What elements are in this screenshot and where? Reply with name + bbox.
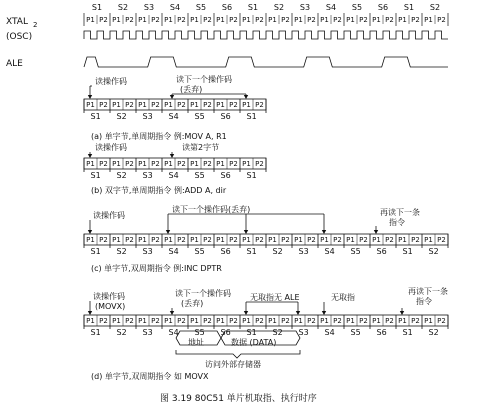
panel-b-strip-state-label: S1 bbox=[90, 171, 101, 180]
panel-d-opcode-arrow-0-head bbox=[88, 311, 92, 315]
panel-b-strip-p1: P1 bbox=[216, 160, 225, 168]
panel-d-strip-p1: P1 bbox=[86, 317, 95, 325]
top-state-label: S6 bbox=[221, 3, 233, 12]
top-phase-p1: P1 bbox=[372, 16, 381, 24]
figure-caption: 图 3.19 80C51 单片机取指、执行时序 bbox=[160, 394, 317, 404]
panel-c-strip-state-label: S4 bbox=[324, 247, 335, 256]
panel-d-strip-p2: P2 bbox=[99, 317, 108, 325]
panel-d-movx: (MOVX) bbox=[95, 302, 126, 311]
panel-d-strip-p2: P2 bbox=[125, 317, 134, 325]
panel-c-strip-p1: P1 bbox=[242, 236, 251, 244]
panel-a-strip-state-label: S6 bbox=[220, 112, 231, 121]
top-state-label: S1 bbox=[91, 3, 103, 12]
panel-c-strip-state-label: S2 bbox=[272, 247, 283, 256]
panel-c-strip-p1: P1 bbox=[112, 236, 121, 244]
top-phase-p2: P2 bbox=[437, 16, 446, 24]
panel-a-strip-p1: P1 bbox=[138, 101, 147, 109]
panel-b-strip-state-label: S1 bbox=[246, 171, 257, 180]
panel-d-strip-p2: P2 bbox=[151, 317, 160, 325]
panel-a-strip-p1: P1 bbox=[242, 101, 251, 109]
top-phase-p2: P2 bbox=[411, 16, 420, 24]
panel-d-next-arrow-0-head bbox=[170, 311, 174, 315]
panel-d-brace bbox=[176, 350, 300, 358]
panel-c bbox=[84, 204, 448, 273]
panel-b-strip-p1: P1 bbox=[190, 160, 199, 168]
panel-d-strip-state-label: S2 bbox=[272, 328, 283, 337]
top-phase-p1: P1 bbox=[190, 16, 199, 24]
panel-c-strip-p2: P2 bbox=[255, 236, 264, 244]
panel-b-strip-p1: P1 bbox=[164, 160, 173, 168]
panel-d-noale-arrow-1-head bbox=[296, 311, 300, 315]
top-state-label: S3 bbox=[143, 3, 155, 12]
panel-d-strip-p1: P1 bbox=[112, 317, 121, 325]
panel-d-strip-state-label: S5 bbox=[350, 328, 361, 337]
panel-d bbox=[84, 286, 448, 381]
panel-a-strip-state-label: S4 bbox=[168, 112, 179, 121]
panel-b-read-byte2: 读第2字节 bbox=[182, 143, 220, 152]
panel-d-strip-p1: P1 bbox=[138, 317, 147, 325]
panel-d-read-next: 读下一个操作码 bbox=[175, 289, 231, 298]
top-phase-p1: P1 bbox=[164, 16, 173, 24]
top-phase-p2: P2 bbox=[229, 16, 238, 24]
panel-c-strip-p1: P1 bbox=[190, 236, 199, 244]
top-state-label: S4 bbox=[325, 3, 337, 12]
panel-d-grid bbox=[84, 301, 448, 358]
panel-c-strip-state-label: S2 bbox=[428, 247, 439, 256]
panel-b-strip-p1: P1 bbox=[86, 160, 95, 168]
panel-d-caption: (d) 单字节,双周期指令 如 MOVX bbox=[91, 372, 209, 381]
top-phase-p1: P1 bbox=[398, 16, 407, 24]
panel-c-strip-state-label: S3 bbox=[298, 247, 309, 256]
top-phase-p2: P2 bbox=[151, 16, 160, 24]
panel-d-no-fetch-ale: 无取指无 ALE bbox=[250, 293, 300, 302]
panel-d-strip-p1: P1 bbox=[242, 317, 251, 325]
panel-c-read-opcode: 读操作码 bbox=[93, 211, 125, 220]
top-timing bbox=[84, 3, 448, 67]
panel-d-data: 数据 (DATA) bbox=[231, 338, 277, 347]
top-phase-p2: P2 bbox=[255, 16, 264, 24]
panel-a-strip-p2: P2 bbox=[151, 101, 160, 109]
panel-a-strip-state-label: S1 bbox=[90, 112, 101, 121]
panel-a-strip-p1: P1 bbox=[164, 101, 173, 109]
panel-c-strip-p1: P1 bbox=[320, 236, 329, 244]
top-state-label: S3 bbox=[299, 3, 311, 12]
panel-d-strip-state-label: S1 bbox=[402, 328, 413, 337]
panel-d-strip-p2: P2 bbox=[437, 317, 446, 325]
panel-d-instruction: 指令 bbox=[416, 297, 432, 306]
panel-c-strip-p2: P2 bbox=[125, 236, 134, 244]
panel-c-strip-p2: P2 bbox=[385, 236, 394, 244]
panel-d-strip-state-label: S5 bbox=[194, 328, 205, 337]
top-phase-p2: P2 bbox=[307, 16, 316, 24]
top-phase-p2: P2 bbox=[99, 16, 108, 24]
panel-d-strip-p2: P2 bbox=[203, 317, 212, 325]
panel-d-noale-arrow-0-head bbox=[244, 311, 248, 315]
osc-clock-wave bbox=[84, 31, 448, 39]
panel-a-strip-state-label: S5 bbox=[194, 112, 205, 121]
panel-c-strip-p2: P2 bbox=[177, 236, 186, 244]
panel-c-strip-p1: P1 bbox=[294, 236, 303, 244]
panel-d-reread-next: 再读下一条 bbox=[408, 287, 448, 296]
panel-d-strip-p2: P2 bbox=[333, 317, 342, 325]
panel-c-strip-p2: P2 bbox=[151, 236, 160, 244]
panel-d-strip-state-label: S1 bbox=[90, 328, 101, 337]
top-phase-p2: P2 bbox=[177, 16, 186, 24]
panel-a-strip-p1: P1 bbox=[86, 101, 95, 109]
panel-d-no-fetch: 无取指 bbox=[331, 293, 355, 302]
panel-c-strip-p2: P2 bbox=[203, 236, 212, 244]
panel-d-strip-p2: P2 bbox=[359, 317, 368, 325]
panel-c-read-next-discard: 读下一个操作码(丢弃) bbox=[172, 205, 251, 214]
panel-b-opcode-arrow-0-head bbox=[88, 154, 92, 158]
panel-a-strip-state-label: S1 bbox=[246, 112, 257, 121]
panel-d-nofetch-arrow-0-head bbox=[322, 311, 326, 315]
panel-b-strip-p1: P1 bbox=[112, 160, 121, 168]
panel-c-strip-p1: P1 bbox=[86, 236, 95, 244]
panel-d-reread-arrow-0-head bbox=[400, 311, 404, 315]
panel-a-strip-p2: P2 bbox=[125, 101, 134, 109]
top-phase-p1: P1 bbox=[268, 16, 277, 24]
panel-c-strip-state-label: S6 bbox=[220, 247, 231, 256]
panel-c-strip-p1: P1 bbox=[164, 236, 173, 244]
panel-b-strip-p2: P2 bbox=[203, 160, 212, 168]
panel-a-strip-p2: P2 bbox=[255, 101, 264, 109]
panel-a-strip-p1: P1 bbox=[216, 101, 225, 109]
panel-b-strip-state-label: S2 bbox=[116, 171, 127, 180]
panel-c-strip-state-label: S6 bbox=[376, 247, 387, 256]
top-phase-p1: P1 bbox=[320, 16, 329, 24]
top-phase-p1: P1 bbox=[138, 16, 147, 24]
panel-d-strip-state-label: S4 bbox=[168, 328, 179, 337]
panel-c-strip-state-label: S5 bbox=[194, 247, 205, 256]
panel-d-strip-p1: P1 bbox=[346, 317, 355, 325]
panel-b-strip-state-label: S6 bbox=[220, 171, 231, 180]
top-phase-p2: P2 bbox=[359, 16, 368, 24]
top-phase-p1: P1 bbox=[242, 16, 251, 24]
panel-c-strip-p2: P2 bbox=[359, 236, 368, 244]
panel-d-strip-state-label: S6 bbox=[220, 328, 231, 337]
panel-a bbox=[84, 74, 266, 141]
panel-d-strip-state-label: S2 bbox=[116, 328, 127, 337]
panel-c-strip-p2: P2 bbox=[281, 236, 290, 244]
panel-a-strip-state-label: S2 bbox=[116, 112, 127, 121]
panel-c-next-arrow-2-head bbox=[322, 230, 326, 234]
panel-c-strip-p2: P2 bbox=[333, 236, 342, 244]
panel-c-strip-p1: P1 bbox=[424, 236, 433, 244]
panel-c-strip-p1: P1 bbox=[346, 236, 355, 244]
top-phase-p2: P2 bbox=[333, 16, 342, 24]
panel-d-strip-p2: P2 bbox=[411, 317, 420, 325]
panel-c-strip-state-label: S1 bbox=[246, 247, 257, 256]
panel-b-strip-state-label: S5 bbox=[194, 171, 205, 180]
top-phase-p1: P1 bbox=[112, 16, 121, 24]
panel-c-next-arrow-0-head bbox=[166, 230, 170, 234]
top-state-label: S5 bbox=[195, 3, 207, 12]
panel-b-strip-state-label: S4 bbox=[168, 171, 179, 180]
panel-c-next-arrow-1-head bbox=[244, 230, 248, 234]
panel-d-address: 地址 bbox=[188, 338, 204, 347]
top-state-label: S5 bbox=[351, 3, 363, 12]
panel-d-strip-state-label: S2 bbox=[428, 328, 439, 337]
panel-d-read-opcode: 读操作码 bbox=[93, 292, 125, 301]
panel-c-strip-p1: P1 bbox=[138, 236, 147, 244]
panel-a-strip-p2: P2 bbox=[203, 101, 212, 109]
panel-c-strip-p1: P1 bbox=[216, 236, 225, 244]
panel-a-read-next: 读下一个操作码 bbox=[176, 75, 232, 84]
panel-d-strip-state-label: S3 bbox=[298, 328, 309, 337]
panel-a-strip-p1: P1 bbox=[112, 101, 121, 109]
panel-d-strip-p1: P1 bbox=[320, 317, 329, 325]
top-phase-p2: P2 bbox=[203, 16, 212, 24]
panel-d-strip-p2: P2 bbox=[281, 317, 290, 325]
panel-d-strip-p1: P1 bbox=[164, 317, 173, 325]
panel-d-strip-p2: P2 bbox=[177, 317, 186, 325]
panel-c-instruction: 指令 bbox=[389, 218, 405, 227]
panel-c-strip-p2: P2 bbox=[99, 236, 108, 244]
panel-b-byte2-arrow-0-head bbox=[170, 154, 174, 158]
top-phase-p1: P1 bbox=[346, 16, 355, 24]
panel-d-access-ext: 访问外部存储器 bbox=[205, 360, 261, 369]
panel-c-strip-p1: P1 bbox=[268, 236, 277, 244]
panel-b-strip-p1: P1 bbox=[138, 160, 147, 168]
panel-b-strip-p2: P2 bbox=[177, 160, 186, 168]
panel-a-strip-p2: P2 bbox=[229, 101, 238, 109]
top-phase-p1: P1 bbox=[424, 16, 433, 24]
panel-b-strip-p2: P2 bbox=[229, 160, 238, 168]
panel-c-strip-p2: P2 bbox=[437, 236, 446, 244]
panel-b-strip-p2: P2 bbox=[255, 160, 264, 168]
panel-c-strip-p2: P2 bbox=[229, 236, 238, 244]
top-state-label: S2 bbox=[429, 3, 441, 12]
panel-c-strip-state-label: S5 bbox=[350, 247, 361, 256]
panel-c-reread-arrow-0-head bbox=[374, 230, 378, 234]
panel-b-strip-p2: P2 bbox=[99, 160, 108, 168]
top-phase-p1: P1 bbox=[294, 16, 303, 24]
top-phase-p2: P2 bbox=[125, 16, 134, 24]
top-state-label: S4 bbox=[169, 3, 181, 12]
panel-c-strip-state-label: S4 bbox=[168, 247, 179, 256]
panel-c-reread-next: 再读下一条 bbox=[380, 208, 420, 217]
top-state-label: S2 bbox=[117, 3, 129, 12]
panel-d-strip-p1: P1 bbox=[216, 317, 225, 325]
panel-d-strip-state-label: S3 bbox=[142, 328, 153, 337]
top-phase-p1: P1 bbox=[86, 16, 95, 24]
panel-d-strip-p2: P2 bbox=[229, 317, 238, 325]
panel-d-strip-state-label: S6 bbox=[376, 328, 387, 337]
panel-d-strip-p1: P1 bbox=[190, 317, 199, 325]
panel-d-strip-p1: P1 bbox=[268, 317, 277, 325]
panel-d-strip-p1: P1 bbox=[294, 317, 303, 325]
panel-a-strip-p2: P2 bbox=[99, 101, 108, 109]
panel-c-strip-p2: P2 bbox=[411, 236, 420, 244]
panel-d-discard: (丢弃) bbox=[181, 299, 204, 308]
panel-c-strip-state-label: S2 bbox=[116, 247, 127, 256]
panel-a-strip-p1: P1 bbox=[190, 101, 199, 109]
panel-b-strip-p2: P2 bbox=[151, 160, 160, 168]
panel-d-strip-state-label: S1 bbox=[246, 328, 257, 337]
panel-a-read-opcode: 读操作码 bbox=[95, 77, 127, 86]
panel-a-opcode-arrow-0-head bbox=[88, 95, 92, 99]
panel-c-strip-state-label: S1 bbox=[402, 247, 413, 256]
ale-wave bbox=[84, 57, 448, 67]
panel-a-strip-p2: P2 bbox=[177, 101, 186, 109]
panel-c-strip-state-label: S3 bbox=[142, 247, 153, 256]
panel-d-strip-state-label: S4 bbox=[324, 328, 335, 337]
panel-b-strip-p2: P2 bbox=[125, 160, 134, 168]
panel-b-read-opcode: 读操作码 bbox=[95, 143, 127, 152]
top-phase-p1: P1 bbox=[216, 16, 225, 24]
panel-b-grid bbox=[84, 152, 266, 180]
osc-label: (OSC) bbox=[6, 32, 33, 42]
panel-d-strip-p1: P1 bbox=[372, 317, 381, 325]
panel-a-discard: (丢弃) bbox=[180, 85, 203, 94]
panel-b-caption: (b) 双字节,单周期指令 例:ADD A, dir bbox=[91, 186, 227, 195]
panel-a-strip-state-label: S3 bbox=[142, 112, 153, 121]
panel-b-strip-state-label: S3 bbox=[142, 171, 153, 180]
panel-d-strip-p1: P1 bbox=[398, 317, 407, 325]
panel-b-strip-p1: P1 bbox=[242, 160, 251, 168]
panel-a-next-arrow-0-head bbox=[170, 95, 174, 99]
panel-b bbox=[84, 142, 266, 195]
top-state-label: S2 bbox=[273, 3, 285, 12]
ale-label: ALE bbox=[6, 59, 23, 69]
panel-a-caption: (a) 单字节,单周期指令 例:MOV A, R1 bbox=[91, 132, 227, 141]
top-state-label: S6 bbox=[377, 3, 389, 12]
panel-d-strip-p2: P2 bbox=[255, 317, 264, 325]
panel-d-strip-p2: P2 bbox=[385, 317, 394, 325]
panel-d-strip-p2: P2 bbox=[307, 317, 316, 325]
panel-c-strip-p1: P1 bbox=[398, 236, 407, 244]
panel-c-opcode-arrow-0-head bbox=[88, 230, 92, 234]
panel-a-next-arrow-1-head bbox=[244, 95, 248, 99]
panel-a-grid bbox=[84, 86, 266, 121]
top-state-label: S1 bbox=[247, 3, 259, 12]
panel-c-strip-p2: P2 bbox=[307, 236, 316, 244]
top-phase-p2: P2 bbox=[281, 16, 290, 24]
panel-c-strip-state-label: S1 bbox=[90, 247, 101, 256]
panel-c-caption: (c) 单字节,双周期指令 例:INC DPTR bbox=[91, 264, 222, 273]
top-phase-p2: P2 bbox=[385, 16, 394, 24]
xtal-subscript: 2 bbox=[33, 21, 38, 29]
top-state-label: S1 bbox=[403, 3, 415, 12]
panel-c-strip-p1: P1 bbox=[372, 236, 381, 244]
xtal-label: XTAL bbox=[6, 17, 28, 27]
panel-d-strip-p1: P1 bbox=[424, 317, 433, 325]
